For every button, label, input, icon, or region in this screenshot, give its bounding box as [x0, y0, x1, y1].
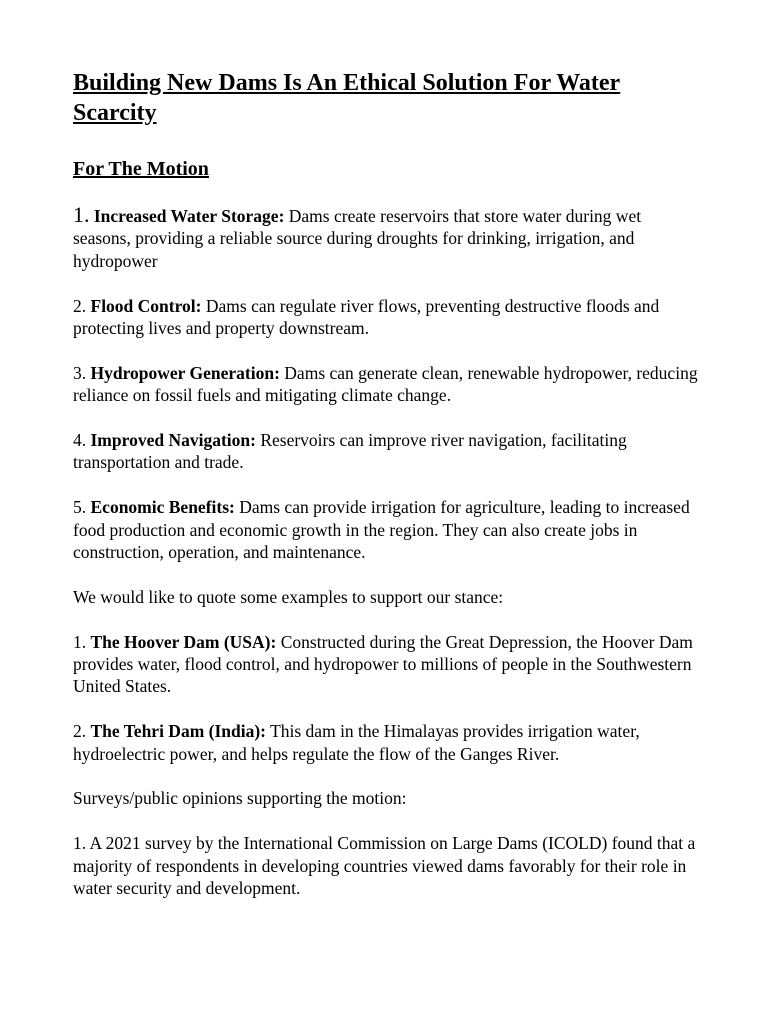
example-label: The Tehri Dam (India):: [90, 721, 267, 742]
argument-number: 5.: [73, 497, 87, 518]
document-title: Building New Dams Is An Ethical Solution For Water Scarcity: [73, 70, 621, 126]
argument-text: Dams can generate clean, renewable hydropower, reducing reliance on fossil fuels and mitigating climate change.: [73, 362, 698, 406]
argument-item: [73, 362, 698, 407]
argument-number: 1.: [73, 202, 90, 227]
argument-text: Dams can provide irrigation for agriculture, leading to increased food production and economic growth in the region. They can also create jobs in construction, operation, and maintenance.: [73, 497, 690, 563]
example-item: [73, 631, 698, 698]
document-page: [73, 68, 698, 899]
argument-label: Economic Benefits:: [90, 497, 235, 518]
example-number: 1.: [73, 631, 87, 652]
argument-text: Reservoirs can improve river navigation, facilitating transportation and trade.: [73, 430, 627, 473]
survey-item: [73, 832, 698, 899]
survey-text: A 2021 survey by the International Commission on Large Dams (ICOLD) found that a majority of respondents in developing countries viewed dams favorably for their role in water security and development.: [73, 833, 696, 899]
argument-item: [73, 496, 698, 563]
surveys-intro: Surveys/public opinions supporting the motion:: [73, 788, 407, 809]
argument-label: Flood Control:: [90, 295, 202, 316]
example-text: This dam in the Himalayas provides irrigation water, hydroelectric power, and helps regulate the flow of the Ganges River.: [73, 721, 640, 764]
argument-text: Dams create reservoirs that store water during wet seasons, providing a reliable source during droughts for drinking, irrigation, and hydropower: [73, 206, 642, 271]
section-heading: For The Motion: [73, 158, 209, 180]
argument-number: 3.: [73, 362, 87, 383]
argument-item: [73, 295, 698, 340]
argument-number: 4.: [73, 430, 87, 451]
argument-item: [73, 429, 698, 474]
example-text: Constructed during the Great Depression, the Hoover Dam provides water, flood control, and hydropower to millions of people in the Southwestern United States.: [73, 631, 693, 697]
example-item: [73, 720, 698, 765]
example-number: 2.: [73, 721, 87, 742]
examples-intro: We would like to quote some examples to support our stance:: [73, 586, 504, 607]
argument-label: Hydropower Generation:: [90, 362, 280, 383]
example-label: The Hoover Dam (USA):: [90, 631, 277, 652]
argument-number: 2.: [73, 295, 87, 316]
survey-number: 1.: [73, 833, 87, 854]
argument-text: Dams can regulate river flows, preventing destructive floods and protecting lives and property downstream.: [73, 295, 660, 339]
argument-label: Improved Navigation:: [90, 430, 256, 451]
argument-label: Increased Water Storage:: [93, 206, 285, 226]
argument-item: [73, 204, 698, 272]
